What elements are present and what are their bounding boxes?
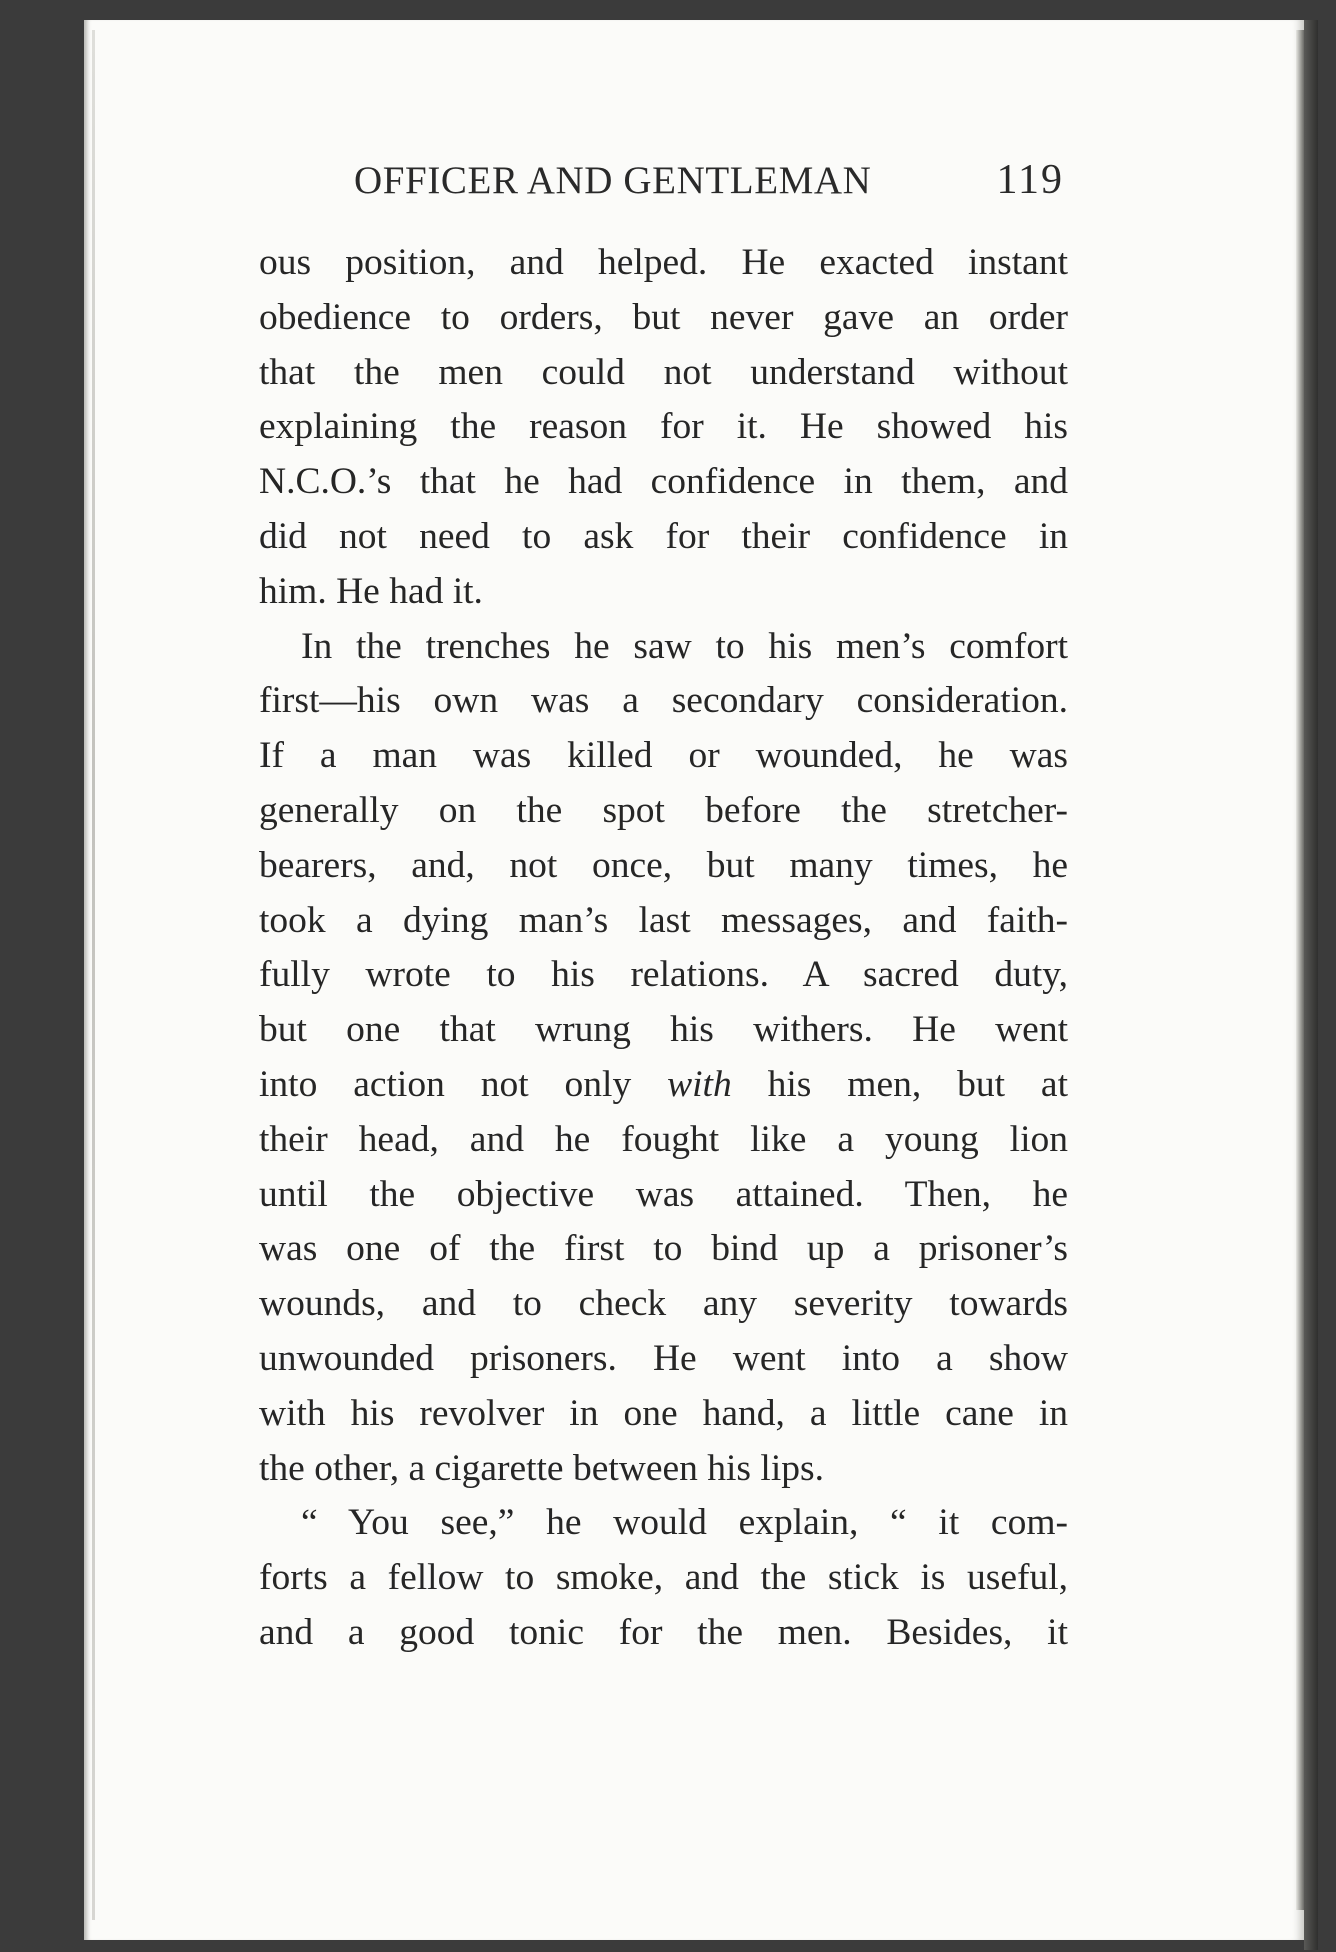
text-line: did not need to ask for their confidence in	[259, 515, 1068, 557]
text-line: was one of the first to bind up a prisoner’s	[259, 1228, 1068, 1270]
text-line: took a dying man’s last messages, and faith-	[259, 899, 1068, 941]
text-line-with-italic	[259, 1058, 1068, 1113]
text-line: forts a fellow to smoke, and the stick is useful,	[259, 1557, 1068, 1599]
text-line: In the trenches he saw to his men’s comfort	[301, 625, 1068, 667]
text-line: but one that wrung his withers. He went	[259, 1009, 1068, 1051]
text-line: with his revolver in one hand, a little cane in	[259, 1392, 1068, 1434]
text-line: that the men could not understand without	[259, 351, 1068, 393]
body-text	[259, 236, 1068, 1661]
text-line: If a man was killed or wounded, he was	[259, 735, 1068, 777]
text-line: explaining the reason for it. He showed his	[259, 406, 1068, 448]
text-line: fully wrote to his relations. A sacred duty,	[259, 954, 1068, 996]
running-head-title: OFFICER AND GENTLEMAN	[354, 159, 872, 202]
text-line: the other, a cigarette between his lips.	[259, 1447, 824, 1489]
text-line: and a good tonic for the men. Besides, it	[259, 1611, 1068, 1653]
text-line: ous position, and helped. He exacted instant	[259, 242, 1068, 283]
text-line: bearers, and, not once, but many times, he	[259, 844, 1068, 886]
text-line: him. He had it.	[259, 570, 483, 612]
text-line: unwounded prisoners. He went into a show	[259, 1337, 1068, 1379]
text-line: until the objective was attained. Then, he	[259, 1173, 1068, 1215]
text-line: obedience to orders, but never gave an order	[259, 296, 1068, 338]
text-line: generally on the spot before the stretcher-	[259, 789, 1068, 831]
book-edge-shadow	[1304, 20, 1318, 1950]
text-line: N.C.O.’s that he had confidence in them, and	[259, 461, 1068, 503]
text-line: their head, and he fought like a young lion	[259, 1118, 1068, 1160]
text-line: “ You see,” he would explain, “ it com-	[301, 1502, 1068, 1544]
text-line: first—his own was a secondary consideration.	[259, 680, 1068, 722]
page-edge	[1296, 30, 1304, 1910]
page-number: 119	[996, 157, 1064, 203]
italic-emphasis: with	[667, 1063, 732, 1105]
text-fragment: into action not only	[259, 1063, 668, 1105]
text-line: wounds, and to check any severity towards	[259, 1283, 1068, 1325]
text-fragment: his men, but at	[731, 1063, 1068, 1105]
page-gutter-shadow	[92, 30, 95, 1920]
running-head	[354, 150, 1064, 210]
